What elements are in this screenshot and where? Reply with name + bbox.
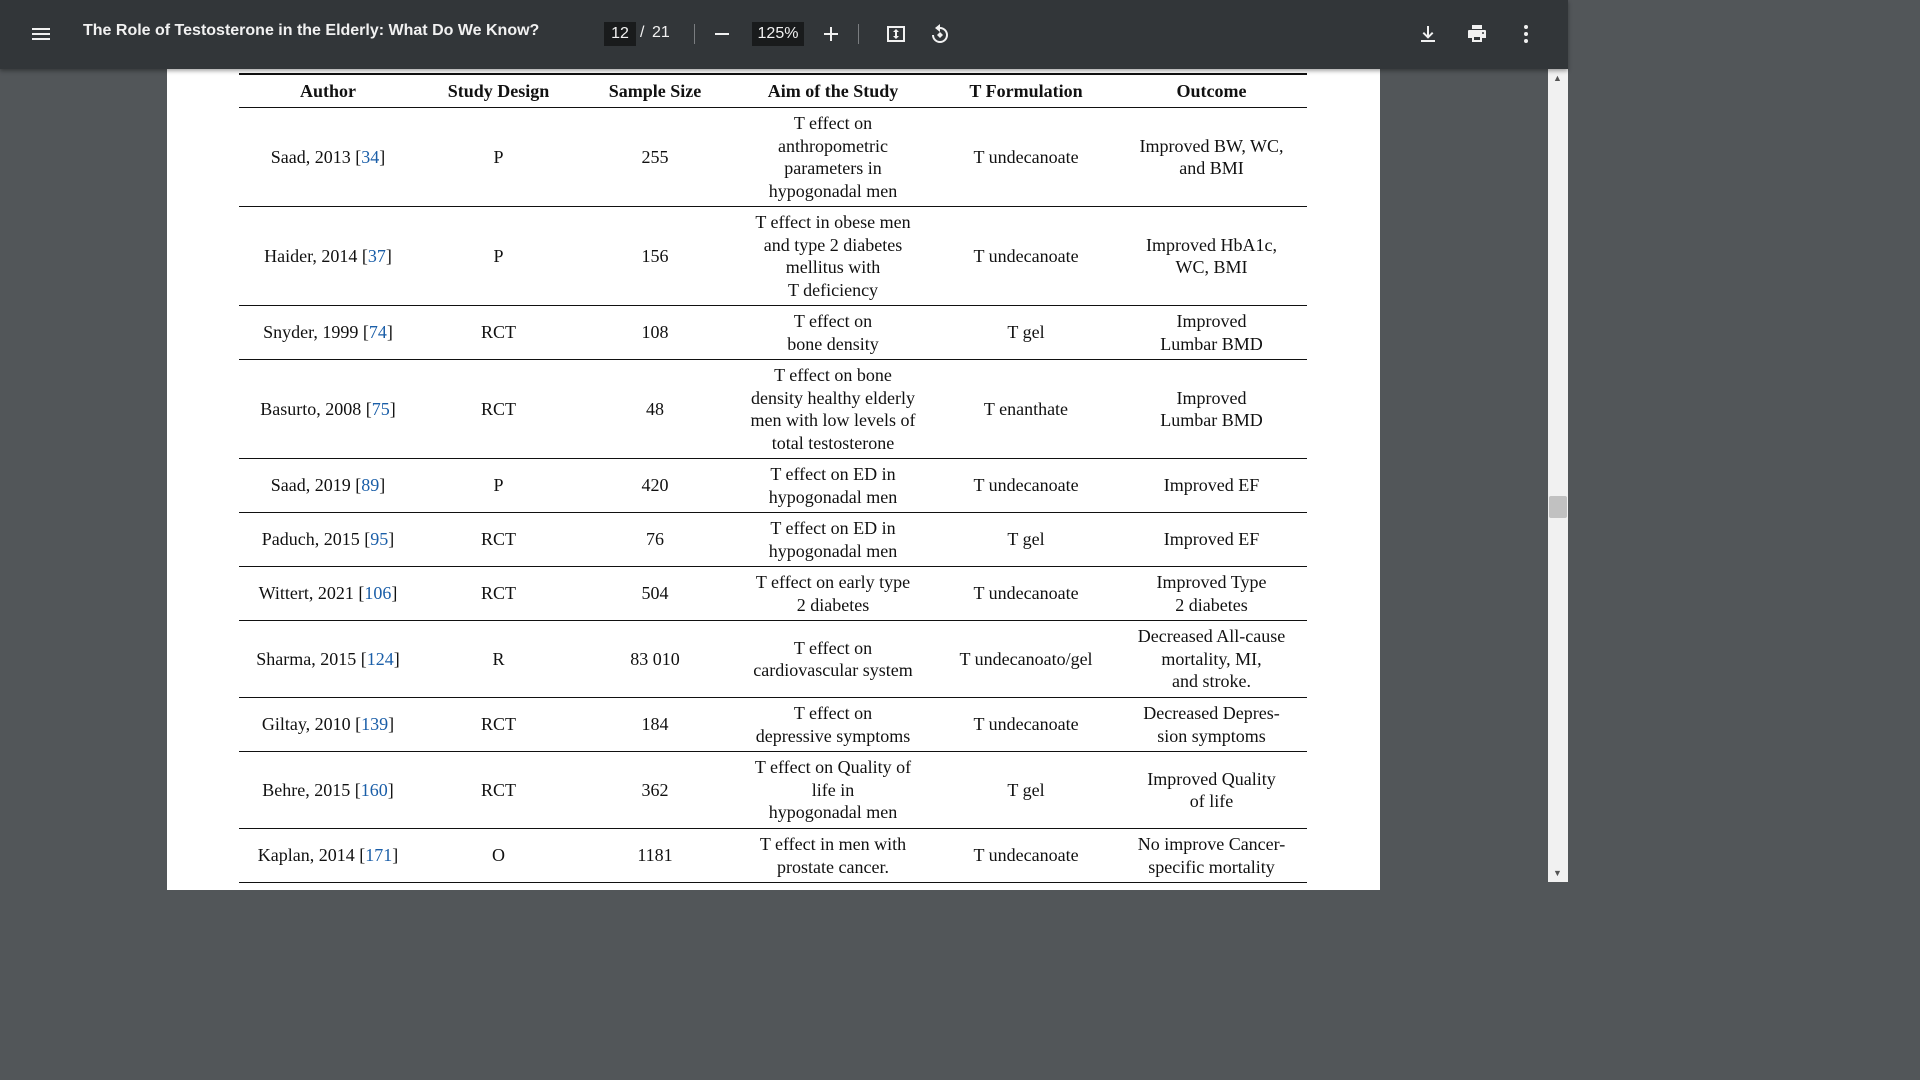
table-row xyxy=(239,108,1307,207)
cell-sample-size: 255 xyxy=(641,146,669,167)
cell-aim: T effect in men with prostate cancer. xyxy=(759,834,907,877)
reference-link[interactable]: 106 xyxy=(364,583,392,604)
cell-formulation: T enanthate xyxy=(983,398,1069,419)
reference-bracket: ] xyxy=(392,845,399,866)
cell-sample-size: 156 xyxy=(641,245,669,266)
cell-author xyxy=(239,513,417,567)
reference-link[interactable]: 75 xyxy=(371,398,390,419)
menu-icon[interactable] xyxy=(21,14,61,54)
cell-sample-size: 1181 xyxy=(637,845,673,866)
cell-study-design: P xyxy=(493,475,504,496)
reference-link[interactable]: 124 xyxy=(366,648,394,669)
reference-link[interactable]: 74 xyxy=(368,322,387,343)
scrollbar[interactable] xyxy=(1548,69,1568,882)
cell-study-design: P xyxy=(493,245,504,266)
cell-sample-size: 48 xyxy=(646,398,664,419)
cell-study-design: RCT xyxy=(480,714,516,735)
cell-study-design: RCT xyxy=(480,322,516,343)
cell-author xyxy=(239,207,417,306)
author-name: Wittert, 2021 [ xyxy=(258,583,365,604)
author-name: Paduch, 2015 [ xyxy=(261,529,371,550)
table-body xyxy=(239,108,1307,883)
cell-aim: T effect on bone density healthy elderly men with low levels of total testosterone xyxy=(750,365,916,453)
cell-outcome: Improved Quality of life xyxy=(1147,768,1276,811)
cell-formulation: T undecanoate xyxy=(973,146,1079,167)
cell-author xyxy=(239,360,417,459)
table-row xyxy=(239,459,1307,513)
table-row xyxy=(239,360,1307,459)
zoom-level-input[interactable] xyxy=(752,22,804,46)
cell-study-design: R xyxy=(492,648,505,669)
reference-link[interactable]: 139 xyxy=(361,714,389,735)
study-table xyxy=(239,73,1307,883)
cell-study-design: RCT xyxy=(480,398,516,419)
rotate-icon[interactable] xyxy=(920,14,960,54)
cell-aim: T effect in obese men and type 2 diabetes mellitus with T deficiency xyxy=(755,212,911,300)
author-name: Kaplan, 2014 [ xyxy=(257,845,366,866)
document-title: The Role of Testosterone in the Elderly: What Do We Know? xyxy=(83,22,540,39)
reference-link[interactable]: 160 xyxy=(360,779,388,800)
author-name: Sharma, 2015 [ xyxy=(256,648,367,669)
table-row xyxy=(239,621,1307,698)
cell-outcome: Improved Lumbar BMD xyxy=(1160,311,1263,354)
cell-study-design: RCT xyxy=(480,779,516,800)
cell-outcome: Decreased Depres- sion symptoms xyxy=(1143,703,1280,746)
reference-bracket: ] xyxy=(389,398,396,419)
author-name: Saad, 2019 [ xyxy=(270,475,362,496)
download-icon[interactable] xyxy=(1408,14,1448,54)
cell-formulation: T undecanoate xyxy=(973,475,1079,496)
reference-link[interactable]: 89 xyxy=(361,475,380,496)
reference-link[interactable]: 37 xyxy=(367,245,386,266)
header-aim: Aim of the Study xyxy=(767,80,899,101)
scroll-down-arrow[interactable]: ▼ xyxy=(1553,868,1562,878)
print-icon[interactable] xyxy=(1457,14,1497,54)
header-formulation: T Formulation xyxy=(969,80,1083,101)
cell-author xyxy=(239,306,417,360)
page-number-input[interactable] xyxy=(604,22,636,46)
cell-author xyxy=(239,752,417,829)
divider xyxy=(694,24,695,44)
header-author: Author xyxy=(299,80,356,101)
cell-sample-size: 362 xyxy=(641,779,669,800)
cell-formulation: T undecanoato/gel xyxy=(959,648,1093,669)
author-name: Giltay, 2010 [ xyxy=(261,714,362,735)
reference-bracket: ] xyxy=(385,245,392,266)
reference-bracket: ] xyxy=(393,648,400,669)
table-row xyxy=(239,698,1307,752)
reference-link[interactable]: 171 xyxy=(365,845,393,866)
cell-author xyxy=(239,459,417,513)
page-separator: / xyxy=(640,24,645,41)
cell-outcome: Improved Lumbar BMD xyxy=(1160,387,1263,430)
reference-bracket: ] xyxy=(386,322,393,343)
minus-icon[interactable] xyxy=(702,14,742,54)
cell-aim: T effect on early type 2 diabetes xyxy=(755,572,911,615)
cell-outcome: Decreased All-cause mortality, MI, and stroke. xyxy=(1137,626,1286,692)
more-vert-icon[interactable] xyxy=(1506,14,1546,54)
cell-formulation: T undecanoate xyxy=(973,845,1079,866)
cell-outcome: No improve Cancer- specific mortality xyxy=(1137,834,1286,877)
author-name: Saad, 2013 [ xyxy=(270,146,362,167)
divider xyxy=(858,24,859,44)
author-name: Basurto, 2008 [ xyxy=(260,398,372,419)
cell-formulation: T gel xyxy=(1007,322,1045,343)
table-row xyxy=(239,306,1307,360)
table-row xyxy=(239,567,1307,621)
header-study-design: Study Design xyxy=(447,80,550,101)
pdf-toolbar xyxy=(0,0,1568,69)
cell-aim: T effect on depressive symptoms xyxy=(755,703,911,746)
reference-link[interactable]: 34 xyxy=(361,146,380,167)
cell-author xyxy=(239,621,417,698)
cell-sample-size: 83 010 xyxy=(630,648,680,669)
cell-aim: T effect on Quality of life in hypogonadal men xyxy=(754,757,912,823)
plus-icon[interactable] xyxy=(811,14,851,54)
cell-sample-size: 184 xyxy=(641,714,669,735)
author-name: Haider, 2014 [ xyxy=(264,245,368,266)
cell-formulation: T undecanoate xyxy=(973,583,1079,604)
table-row xyxy=(239,752,1307,829)
reference-bracket: ] xyxy=(387,779,394,800)
cell-formulation: T undecanoate xyxy=(973,245,1079,266)
cell-study-design: RCT xyxy=(480,529,516,550)
header-sample-size: Sample Size xyxy=(608,80,702,101)
table-row xyxy=(239,513,1307,567)
cell-aim: T effect on anthropometric parameters in hypogonadal men xyxy=(768,113,898,201)
reference-link[interactable]: 95 xyxy=(370,529,389,550)
reference-bracket: ] xyxy=(379,475,386,496)
cell-author xyxy=(239,567,417,621)
cell-formulation: T gel xyxy=(1007,779,1045,800)
cell-outcome: Improved Type 2 diabetes xyxy=(1156,572,1267,615)
reference-bracket: ] xyxy=(391,583,398,604)
cell-sample-size: 420 xyxy=(641,475,669,496)
cell-author xyxy=(239,108,417,207)
page-total: 21 xyxy=(652,24,670,41)
author-name: Behre, 2015 [ xyxy=(262,779,361,800)
table-row xyxy=(239,207,1307,306)
cell-outcome: Improved EF xyxy=(1163,529,1260,550)
cell-study-design: RCT xyxy=(480,583,516,604)
cell-outcome: Improved HbA1c, WC, BMI xyxy=(1146,234,1277,277)
cell-outcome: Improved EF xyxy=(1163,475,1260,496)
cell-aim: T effect on cardiovascular system xyxy=(753,637,913,680)
table-header-row xyxy=(239,74,1307,108)
cell-aim: T effect on bone density xyxy=(787,311,879,354)
cell-sample-size: 76 xyxy=(646,529,664,550)
header-outcome: Outcome xyxy=(1176,80,1247,101)
table-row xyxy=(239,829,1307,883)
author-name: Snyder, 1999 [ xyxy=(263,322,369,343)
scroll-up-arrow[interactable]: ▲ xyxy=(1553,73,1562,83)
cell-formulation: T gel xyxy=(1007,529,1045,550)
cell-sample-size: 504 xyxy=(641,583,669,604)
cell-study-design: O xyxy=(492,845,505,866)
reference-bracket: ] xyxy=(388,714,395,735)
cell-author xyxy=(239,829,417,883)
cell-formulation: T undecanoate xyxy=(973,714,1079,735)
cell-sample-size: 108 xyxy=(641,322,669,343)
fit-page-icon[interactable] xyxy=(876,14,916,54)
cell-study-design: P xyxy=(493,146,504,167)
cell-outcome: Improved BW, WC, and BMI xyxy=(1139,135,1284,178)
cell-aim: T effect on ED in hypogonadal men xyxy=(768,464,898,507)
scroll-thumb[interactable] xyxy=(1549,496,1567,518)
reference-bracket: ] xyxy=(379,146,386,167)
reference-bracket: ] xyxy=(388,529,395,550)
pdf-page xyxy=(167,60,1380,890)
cell-author xyxy=(239,698,417,752)
cell-aim: T effect on ED in hypogonadal men xyxy=(768,518,898,561)
